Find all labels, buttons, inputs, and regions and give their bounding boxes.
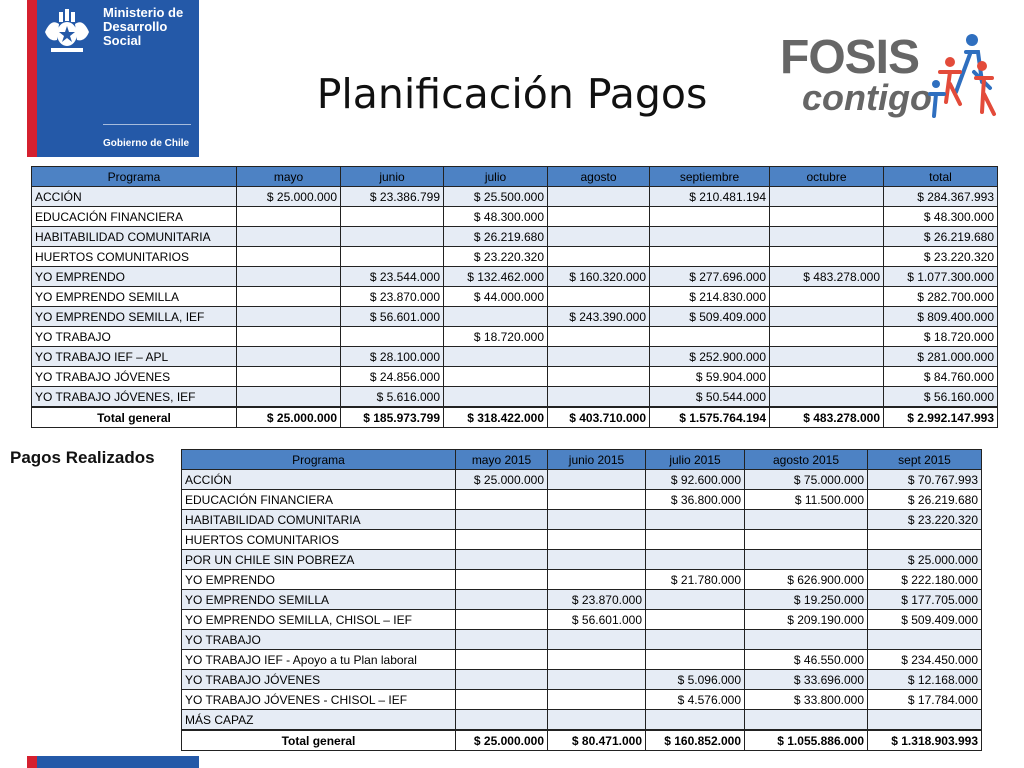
- fosis-logo: [780, 32, 1000, 128]
- realized-amount-cell: [646, 650, 745, 670]
- planning-amount-cell: [650, 227, 770, 247]
- realized-amount-cell: [456, 690, 548, 710]
- planning-header-cell: Programa: [32, 167, 237, 187]
- realized-amount-cell: $ 1.055.886.000: [745, 730, 868, 751]
- realized-amount-cell: [868, 530, 982, 550]
- planning-amount-cell: [548, 347, 650, 367]
- ministry-name-line-2: Desarrollo: [103, 19, 168, 34]
- ministry-divider: [103, 124, 191, 125]
- planning-header-row: [32, 167, 998, 187]
- planning-header-cell: julio: [444, 167, 548, 187]
- planning-header-cell: octubre: [770, 167, 884, 187]
- planning-amount-cell: $ 2.992.147.993: [884, 407, 998, 428]
- planning-program-cell: YO EMPRENDO: [32, 267, 237, 287]
- realized-amount-cell: [456, 590, 548, 610]
- realized-amount-cell: $ 33.800.000: [745, 690, 868, 710]
- realized-amount-cell: $ 25.000.000: [868, 550, 982, 570]
- planning-amount-cell: $ 277.696.000: [650, 267, 770, 287]
- realized-amount-cell: $ 4.576.000: [646, 690, 745, 710]
- realized-header-cell: Programa: [182, 450, 456, 470]
- realized-amount-cell: $ 160.852.000: [646, 730, 745, 751]
- planning-amount-cell: $ 56.601.000: [341, 307, 444, 327]
- planning-amount-cell: [770, 227, 884, 247]
- realized-header-cell: mayo 2015: [456, 450, 548, 470]
- realized-amount-cell: [646, 510, 745, 530]
- planning-amount-cell: [548, 327, 650, 347]
- planning-amount-cell: $ 84.760.000: [884, 367, 998, 387]
- realized-row: [182, 530, 982, 550]
- realized-program-cell: YO EMPRENDO: [182, 570, 456, 590]
- realized-amount-cell: [646, 550, 745, 570]
- planning-amount-cell: $ 160.320.000: [548, 267, 650, 287]
- realized-row: [182, 570, 982, 590]
- planning-amount-cell: $ 18.720.000: [444, 327, 548, 347]
- realized-amount-cell: [548, 510, 646, 530]
- realized-total-row: [182, 730, 982, 751]
- realized-amount-cell: [456, 630, 548, 650]
- planning-amount-cell: [548, 387, 650, 408]
- realized-header-cell: sept 2015: [868, 450, 982, 470]
- realized-program-cell: HUERTOS COMUNITARIOS: [182, 530, 456, 550]
- realized-amount-cell: [548, 470, 646, 490]
- planning-amount-cell: [237, 267, 341, 287]
- planning-amount-cell: $ 24.856.000: [341, 367, 444, 387]
- ministry-name: [103, 6, 183, 48]
- planning-amount-cell: $ 25.000.000: [237, 407, 341, 428]
- realized-amount-cell: [646, 630, 745, 650]
- realized-table: [181, 449, 982, 751]
- planning-program-cell: YO EMPRENDO SEMILLA: [32, 287, 237, 307]
- planning-amount-cell: $ 48.300.000: [884, 207, 998, 227]
- realized-amount-cell: [745, 710, 868, 731]
- planning-header-cell: agosto: [548, 167, 650, 187]
- realized-amount-cell: [548, 630, 646, 650]
- planning-amount-cell: [548, 207, 650, 227]
- realized-row: [182, 510, 982, 530]
- planning-amount-cell: $ 26.219.680: [884, 227, 998, 247]
- planning-header-cell: septiembre: [650, 167, 770, 187]
- planning-amount-cell: $ 318.422.000: [444, 407, 548, 428]
- planning-amount-cell: [548, 247, 650, 267]
- realized-amount-cell: $ 209.190.000: [745, 610, 868, 630]
- planning-row: [32, 367, 998, 387]
- realized-amount-cell: $ 92.600.000: [646, 470, 745, 490]
- planning-amount-cell: [444, 347, 548, 367]
- realized-row: [182, 490, 982, 510]
- planning-amount-cell: [237, 247, 341, 267]
- realized-amount-cell: [456, 530, 548, 550]
- planning-row: [32, 187, 998, 207]
- realized-amount-cell: $ 46.550.000: [745, 650, 868, 670]
- planning-amount-cell: $ 23.386.799: [341, 187, 444, 207]
- realized-section-label: Pagos Realizados: [10, 448, 155, 467]
- fosis-wordmark: FOSIS: [780, 31, 920, 84]
- realized-amount-cell: $ 12.168.000: [868, 670, 982, 690]
- planning-amount-cell: [770, 307, 884, 327]
- planning-amount-cell: [770, 387, 884, 408]
- realized-amount-cell: [646, 610, 745, 630]
- realized-amount-cell: [548, 670, 646, 690]
- planning-amount-cell: $ 210.481.194: [650, 187, 770, 207]
- planning-program-cell: HABITABILIDAD COMUNITARIA: [32, 227, 237, 247]
- realized-amount-cell: [646, 530, 745, 550]
- planning-header-cell: junio: [341, 167, 444, 187]
- realized-program-cell: HABITABILIDAD COMUNITARIA: [182, 510, 456, 530]
- planning-amount-cell: $ 25.000.000: [237, 187, 341, 207]
- planning-amount-cell: $ 23.544.000: [341, 267, 444, 287]
- realized-amount-cell: [868, 630, 982, 650]
- realized-amount-cell: [456, 710, 548, 731]
- realized-header-row: [182, 450, 982, 470]
- planning-amount-cell: [341, 327, 444, 347]
- planning-program-cell: Total general: [32, 407, 237, 428]
- planning-amount-cell: $ 28.100.000: [341, 347, 444, 367]
- planning-row: [32, 287, 998, 307]
- realized-row: [182, 470, 982, 490]
- planning-amount-cell: $ 59.904.000: [650, 367, 770, 387]
- realized-program-cell: YO TRABAJO JÓVENES - CHISOL – IEF: [182, 690, 456, 710]
- planning-program-cell: YO EMPRENDO SEMILLA, IEF: [32, 307, 237, 327]
- realized-amount-cell: $ 21.780.000: [646, 570, 745, 590]
- ministry-name-line-3: Social: [103, 33, 142, 48]
- ministry-name-line-1: Ministerio de: [103, 5, 184, 20]
- planning-amount-cell: [237, 327, 341, 347]
- planning-amount-cell: $ 243.390.000: [548, 307, 650, 327]
- realized-amount-cell: $ 1.318.903.993: [868, 730, 982, 751]
- realized-row: [182, 670, 982, 690]
- planning-amount-cell: [237, 387, 341, 408]
- realized-amount-cell: $ 25.000.000: [456, 470, 548, 490]
- realized-amount-cell: [548, 550, 646, 570]
- planning-header-cell: total: [884, 167, 998, 187]
- planning-amount-cell: [770, 247, 884, 267]
- realized-amount-cell: [456, 570, 548, 590]
- planning-amount-cell: [650, 327, 770, 347]
- planning-amount-cell: $ 56.160.000: [884, 387, 998, 408]
- realized-header-cell: julio 2015: [646, 450, 745, 470]
- planning-row: [32, 387, 998, 408]
- planning-amount-cell: $ 23.870.000: [341, 287, 444, 307]
- realized-amount-cell: [456, 490, 548, 510]
- realized-amount-cell: [456, 650, 548, 670]
- realized-amount-cell: $ 23.870.000: [548, 590, 646, 610]
- planning-amount-cell: [341, 247, 444, 267]
- planning-amount-cell: [237, 367, 341, 387]
- planning-program-cell: HUERTOS COMUNITARIOS: [32, 247, 237, 267]
- planning-row: [32, 207, 998, 227]
- planning-row: [32, 327, 998, 347]
- realized-amount-cell: $ 19.250.000: [745, 590, 868, 610]
- realized-amount-cell: $ 75.000.000: [745, 470, 868, 490]
- realized-row: [182, 630, 982, 650]
- planning-row: [32, 307, 998, 327]
- realized-amount-cell: $ 222.180.000: [868, 570, 982, 590]
- realized-amount-cell: [745, 510, 868, 530]
- realized-amount-cell: $ 36.800.000: [646, 490, 745, 510]
- planning-header-cell: mayo: [237, 167, 341, 187]
- realized-program-cell: POR UN CHILE SIN POBREZA: [182, 550, 456, 570]
- realized-amount-cell: [548, 530, 646, 550]
- realized-amount-cell: $ 5.096.000: [646, 670, 745, 690]
- planning-amount-cell: $ 1.077.300.000: [884, 267, 998, 287]
- realized-header-cell: agosto 2015: [745, 450, 868, 470]
- planning-amount-cell: [341, 207, 444, 227]
- planning-amount-cell: [770, 367, 884, 387]
- planning-table: [31, 166, 998, 428]
- planning-amount-cell: [650, 207, 770, 227]
- realized-amount-cell: [456, 670, 548, 690]
- realized-header-cell: junio 2015: [548, 450, 646, 470]
- planning-amount-cell: [237, 347, 341, 367]
- planning-amount-cell: $ 1.575.764.194: [650, 407, 770, 428]
- bottom-flag-red: [27, 756, 37, 768]
- realized-program-cell: Total general: [182, 730, 456, 751]
- planning-amount-cell: [237, 207, 341, 227]
- page-title: Planificación Pagos: [316, 70, 708, 118]
- planning-amount-cell: $ 483.278.000: [770, 267, 884, 287]
- realized-amount-cell: $ 177.705.000: [868, 590, 982, 610]
- realized-amount-cell: $ 23.220.320: [868, 510, 982, 530]
- planning-amount-cell: $ 44.000.000: [444, 287, 548, 307]
- planning-amount-cell: [341, 227, 444, 247]
- realized-row: [182, 650, 982, 670]
- realized-amount-cell: $ 33.696.000: [745, 670, 868, 690]
- realized-amount-cell: [646, 710, 745, 731]
- realized-program-cell: EDUCACIÓN FINANCIERA: [182, 490, 456, 510]
- realized-amount-cell: $ 11.500.000: [745, 490, 868, 510]
- planning-program-cell: YO TRABAJO: [32, 327, 237, 347]
- realized-program-cell: ACCIÓN: [182, 470, 456, 490]
- planning-amount-cell: $ 23.220.320: [884, 247, 998, 267]
- planning-amount-cell: $ 403.710.000: [548, 407, 650, 428]
- realized-amount-cell: [548, 570, 646, 590]
- bottom-flag-bar: [27, 756, 199, 768]
- planning-program-cell: YO TRABAJO JÓVENES, IEF: [32, 387, 237, 408]
- planning-amount-cell: $ 214.830.000: [650, 287, 770, 307]
- planning-amount-cell: $ 809.400.000: [884, 307, 998, 327]
- realized-amount-cell: $ 80.471.000: [548, 730, 646, 751]
- planning-amount-cell: [770, 187, 884, 207]
- realized-amount-cell: [646, 590, 745, 610]
- realized-amount-cell: $ 70.767.993: [868, 470, 982, 490]
- realized-amount-cell: $ 26.219.680: [868, 490, 982, 510]
- planning-amount-cell: $ 5.616.000: [341, 387, 444, 408]
- realized-row: [182, 690, 982, 710]
- planning-amount-cell: $ 132.462.000: [444, 267, 548, 287]
- planning-amount-cell: $ 284.367.993: [884, 187, 998, 207]
- realized-program-cell: YO TRABAJO IEF - Apoyo a tu Plan laboral: [182, 650, 456, 670]
- realized-row: [182, 710, 982, 731]
- planning-amount-cell: $ 50.544.000: [650, 387, 770, 408]
- planning-amount-cell: $ 483.278.000: [770, 407, 884, 428]
- realized-amount-cell: [868, 710, 982, 731]
- planning-total-row: [32, 407, 998, 428]
- planning-program-cell: YO TRABAJO JÓVENES: [32, 367, 237, 387]
- coat-of-arms-icon: [37, 4, 97, 60]
- realized-amount-cell: [548, 650, 646, 670]
- realized-amount-cell: $ 56.601.000: [548, 610, 646, 630]
- planning-amount-cell: $ 23.220.320: [444, 247, 548, 267]
- realized-amount-cell: [456, 510, 548, 530]
- planning-amount-cell: [548, 187, 650, 207]
- planning-amount-cell: [770, 207, 884, 227]
- realized-amount-cell: [548, 690, 646, 710]
- realized-program-cell: YO TRABAJO: [182, 630, 456, 650]
- planning-amount-cell: $ 25.500.000: [444, 187, 548, 207]
- realized-amount-cell: [745, 630, 868, 650]
- fosis-tagline: contigo: [802, 77, 932, 118]
- planning-amount-cell: [770, 327, 884, 347]
- planning-amount-cell: $ 26.219.680: [444, 227, 548, 247]
- planning-amount-cell: [444, 387, 548, 408]
- realized-program-cell: YO EMPRENDO SEMILLA: [182, 590, 456, 610]
- planning-amount-cell: $ 282.700.000: [884, 287, 998, 307]
- realized-amount-cell: $ 17.784.000: [868, 690, 982, 710]
- realized-amount-cell: [745, 530, 868, 550]
- planning-amount-cell: $ 18.720.000: [884, 327, 998, 347]
- realized-row: [182, 550, 982, 570]
- realized-program-cell: YO TRABAJO JÓVENES: [182, 670, 456, 690]
- government-label: Gobierno de Chile: [103, 138, 190, 149]
- realized-amount-cell: [548, 490, 646, 510]
- realized-program-cell: MÁS CAPAZ: [182, 710, 456, 731]
- realized-row: [182, 610, 982, 630]
- planning-amount-cell: [650, 247, 770, 267]
- planning-amount-cell: $ 185.973.799: [341, 407, 444, 428]
- realized-amount-cell: [456, 610, 548, 630]
- planning-amount-cell: [770, 287, 884, 307]
- planning-row: [32, 247, 998, 267]
- realized-amount-cell: $ 509.409.000: [868, 610, 982, 630]
- planning-amount-cell: $ 509.409.000: [650, 307, 770, 327]
- realized-amount-cell: [456, 550, 548, 570]
- planning-amount-cell: [770, 347, 884, 367]
- planning-row: [32, 347, 998, 367]
- planning-row: [32, 267, 998, 287]
- planning-amount-cell: [237, 307, 341, 327]
- realized-amount-cell: [548, 710, 646, 731]
- realized-amount-cell: $ 25.000.000: [456, 730, 548, 751]
- planning-amount-cell: [444, 367, 548, 387]
- realized-program-cell: YO EMPRENDO SEMILLA, CHISOL – IEF: [182, 610, 456, 630]
- planning-amount-cell: $ 48.300.000: [444, 207, 548, 227]
- planning-program-cell: YO TRABAJO IEF – APL: [32, 347, 237, 367]
- planning-row: [32, 227, 998, 247]
- planning-amount-cell: [237, 227, 341, 247]
- realized-amount-cell: $ 234.450.000: [868, 650, 982, 670]
- planning-amount-cell: [444, 307, 548, 327]
- planning-amount-cell: [237, 287, 341, 307]
- planning-program-cell: ACCIÓN: [32, 187, 237, 207]
- realized-amount-cell: $ 626.900.000: [745, 570, 868, 590]
- planning-amount-cell: $ 281.000.000: [884, 347, 998, 367]
- realized-amount-cell: [745, 550, 868, 570]
- planning-amount-cell: [548, 227, 650, 247]
- people-figures-icon: [926, 32, 1000, 122]
- planning-program-cell: EDUCACIÓN FINANCIERA: [32, 207, 237, 227]
- planning-amount-cell: $ 252.900.000: [650, 347, 770, 367]
- planning-amount-cell: [548, 367, 650, 387]
- planning-amount-cell: [548, 287, 650, 307]
- realized-row: [182, 590, 982, 610]
